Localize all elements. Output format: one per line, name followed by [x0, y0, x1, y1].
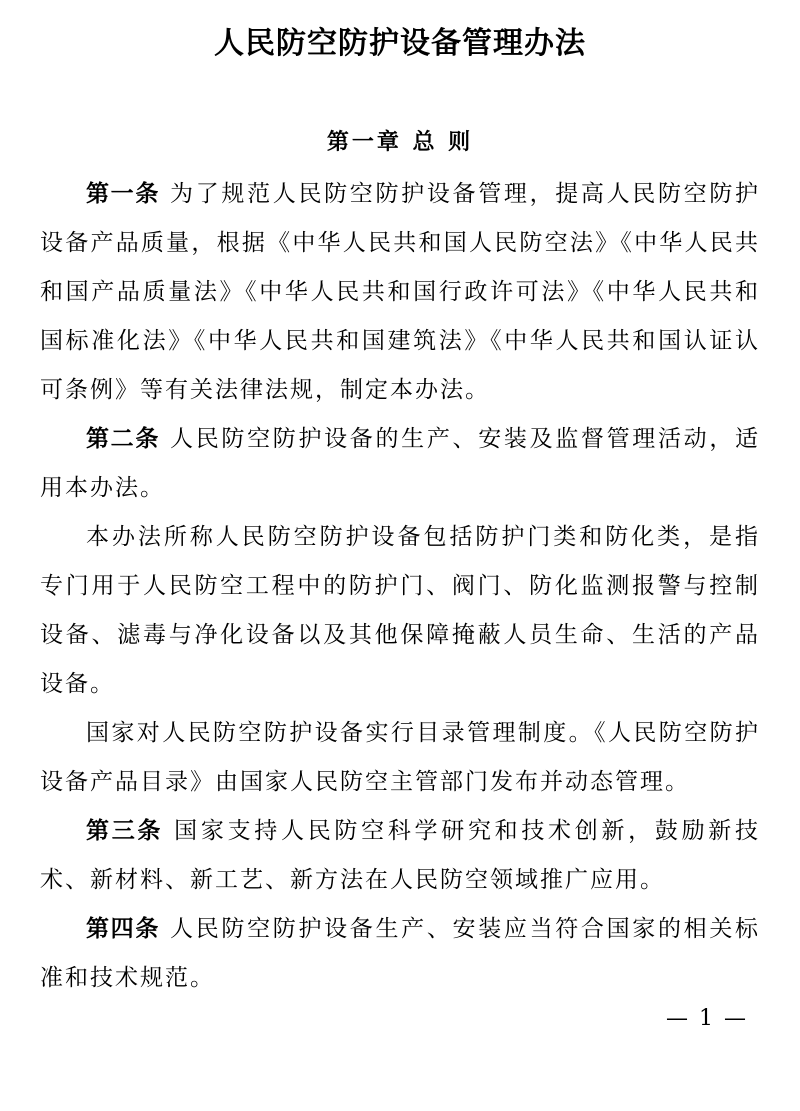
article-label: 第二条 [86, 426, 161, 452]
article-text: 国家对人民防空防护设备实行目录管理制度。《人民防空防护设备产品目录》由国家人民防空主管部门发布并动态管理。 [40, 720, 760, 795]
article-label: 第四条 [86, 916, 161, 942]
article-paragraph [40, 807, 760, 905]
article-text: 人民防空防护设备生产、安装应当符合国家的相关标准和技术规范。 [40, 916, 761, 991]
chapter-heading: 第一章 总 则 [326, 130, 474, 155]
article-paragraph [40, 905, 760, 1003]
article-paragraph [40, 709, 760, 807]
article-paragraph [40, 513, 760, 709]
page-number: — 1 — [666, 1006, 748, 1031]
article-text: 本办法所称人民防空防护设备包括防护门类和防化类，是指专门用于人民防空工程中的防护门、阀门、防化监测报警与控制设备、滤毒与净化设备以及其他保障掩蔽人员生命、生活的产品设备。 [40, 524, 760, 697]
article-paragraph [40, 170, 760, 415]
document-body [40, 170, 760, 1003]
article-label: 第一条 [86, 181, 161, 207]
document-title: 人民防空防护设备管理办法 [214, 26, 586, 61]
article-paragraph [40, 415, 760, 513]
article-label: 第三条 [86, 818, 164, 844]
article-text: 人民防空防护设备的生产、安装及监督管理活动，适用本办法。 [40, 426, 761, 501]
article-text: 为了规范人民防空防护设备管理，提高人民防空防护设备产品质量，根据《中华人民共和国人民防空法》《中华人民共和国产品质量法》《中华人民共和国行政许可法》《中华人民共和国标准化法》《中华人民共和国建筑法》《中华人民共和国认证认可条例》等有关法律法规，制定本办法。 [40, 181, 761, 403]
article-text: 国家支持人民防空科学研究和技术创新，鼓励新技术、新材料、新工艺、新方法在人民防空领域推广应用。 [40, 818, 761, 893]
